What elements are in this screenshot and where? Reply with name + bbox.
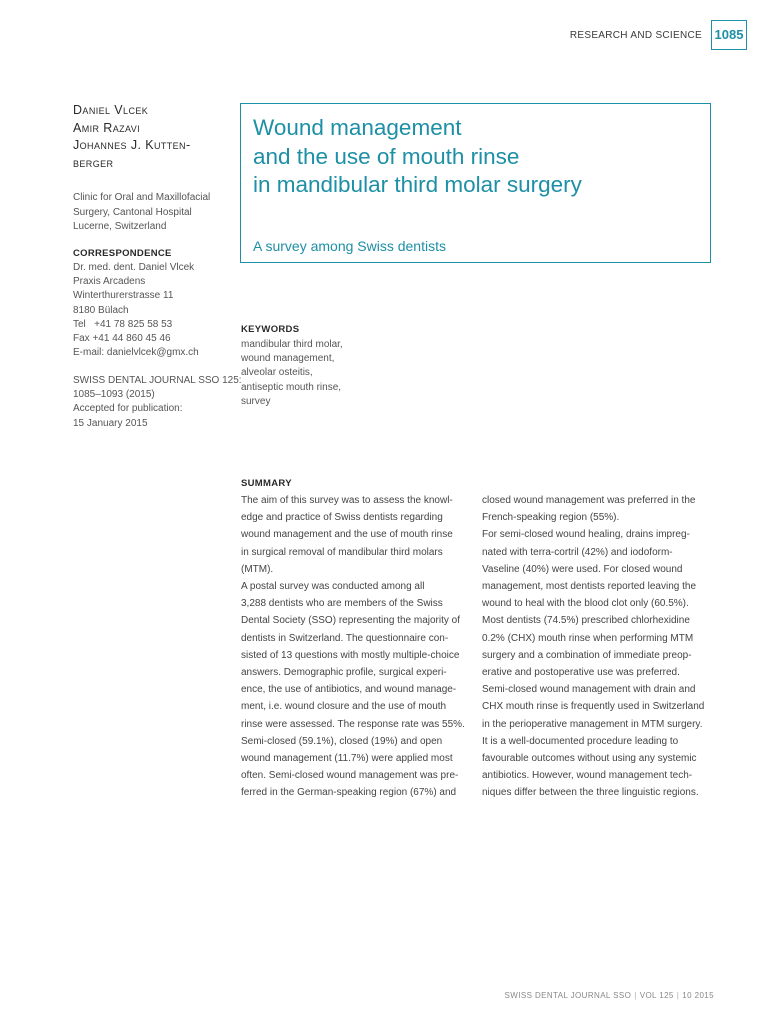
summary-line: A postal survey was conducted among all xyxy=(241,581,425,593)
correspondence-line: 8180 Bülach xyxy=(73,304,129,316)
summary-line: The aim of this survey was to assess the knowl- xyxy=(241,495,453,506)
footer-issue: 10 2015 xyxy=(682,991,714,1000)
summary-line: nated with terra-cortril (42%) and iodoform- xyxy=(482,546,673,558)
summary-line: dentists in Switzerland. The questionnaire con- xyxy=(241,632,449,644)
affiliation xyxy=(73,191,233,235)
journal-ref-line: 15 January 2015 xyxy=(73,417,148,429)
summary-line: erative and postoperative use was preferred. xyxy=(482,667,680,679)
title-line: Wound management xyxy=(253,115,462,140)
summary-column-right xyxy=(482,492,722,802)
title-line: and the use of mouth rinse xyxy=(253,143,520,169)
summary-line: Dental Society (SSO) representing the majority of xyxy=(241,615,460,627)
summary-line: For semi-closed wound healing, drains impreg- xyxy=(482,529,690,541)
keyword: alveolar osteitis, xyxy=(241,367,313,379)
correspondence-block xyxy=(73,261,233,360)
summary-line: antibiotics. However, wound management tech- xyxy=(482,770,693,782)
correspondence-fax: Fax +41 44 860 45 46 xyxy=(73,333,171,345)
footer-journal: SWISS DENTAL JOURNAL SSO xyxy=(504,991,632,1000)
summary-line: 0.2% (CHX) mouth rinse when performing MTM xyxy=(482,632,694,644)
correspondence-phone: Tel +41 78 825 58 53 xyxy=(73,318,173,330)
summary-line: Semi-closed wound management with drain and xyxy=(482,684,696,696)
author-name: Daniel Vlcek xyxy=(73,103,149,117)
article-subtitle: A survey among Swiss dentists xyxy=(253,238,446,254)
summary-line: ferred in the German-speaking region (67%) and xyxy=(241,787,457,799)
summary-line: favourable outcomes without using any systemic xyxy=(482,753,697,765)
author-name: Johannes J. Kutten- xyxy=(73,138,191,152)
summary-line: ence, the use of antibiotics, and wound manage- xyxy=(241,684,457,696)
correspondence-heading: CORRESPONDENCE xyxy=(73,248,172,259)
summary-line: niques differ between the three linguistic regions. xyxy=(482,787,699,799)
summary-line: wound management (11.7%) were applied most xyxy=(241,753,453,765)
keyword: mandibular third molar, xyxy=(241,339,343,350)
affiliation-line: Surgery, Cantonal Hospital xyxy=(73,206,192,218)
summary-line: French-speaking region (55%). xyxy=(482,512,620,524)
summary-line: ment, i.e. wound closure and the use of mouth xyxy=(241,701,447,713)
summary-line: sisted of 13 questions with mostly multiple-choice xyxy=(241,649,460,661)
author-name: Amir Razavi xyxy=(73,120,141,135)
title-box xyxy=(240,103,711,263)
summary-line: rinse were assessed. The response rate was 55%. xyxy=(241,718,465,730)
summary-line: Semi-closed (59.1%), closed (19%) and open xyxy=(241,735,443,747)
summary-line: wound to heal with the blood clot only (60.5%). xyxy=(482,598,689,610)
summary-line: closed wound management was preferred in the xyxy=(482,495,696,506)
summary-line: answers. Demographic profile, surgical experi- xyxy=(241,667,447,679)
summary-line: It is a well-documented procedure leading to xyxy=(482,735,679,747)
article-title xyxy=(253,114,703,200)
summary-line: surgery and a combination of immediate preop- xyxy=(482,649,692,661)
journal-ref-line: 1085–1093 (2015) xyxy=(73,389,155,401)
summary-line: edge and practice of Swiss dentists regarding xyxy=(241,512,443,524)
correspondence-line: Winterthurerstrasse 11 xyxy=(73,290,174,302)
correspondence-line: Dr. med. dent. Daniel Vlcek xyxy=(73,262,195,273)
summary-column-left xyxy=(241,492,481,802)
affiliation-line: Clinic for Oral and Maxillofacial xyxy=(73,192,211,203)
summary-line: in the perioperative management in MTM surgery. xyxy=(482,718,703,730)
correspondence-line: Praxis Arcadens xyxy=(73,276,146,288)
page-number: 1085 xyxy=(711,20,747,50)
summary-line: management, most dentists reported leaving the xyxy=(482,581,697,593)
page-footer: SWISS DENTAL JOURNAL SSO | VOL 125 | 10 2015 xyxy=(504,991,714,1000)
keywords-list xyxy=(241,338,441,409)
keywords-heading: KEYWORDS xyxy=(241,324,300,335)
summary-heading: SUMMARY xyxy=(241,478,292,489)
summary-line: wound management and the use of mouth rinse xyxy=(241,529,453,541)
correspondence-email[interactable]: E-mail: danielvlcek@gmx.ch xyxy=(73,347,199,359)
affiliation-line: Lucerne, Switzerland xyxy=(73,221,167,233)
summary-line: CHX mouth rinse is frequently used in Switzerland xyxy=(482,701,705,713)
summary-line: Most dentists (74.5%) prescribed chlorhexidine xyxy=(482,615,690,627)
keyword: survey xyxy=(241,395,271,407)
footer-volume: VOL 125 xyxy=(639,991,674,1000)
section-label: RESEARCH AND SCIENCE xyxy=(569,30,702,41)
keyword: wound management, xyxy=(241,353,335,365)
keyword: antiseptic mouth rinse, xyxy=(241,381,342,393)
author-name: berger xyxy=(73,155,114,170)
journal-ref-line: SWISS DENTAL JOURNAL SSO 125: xyxy=(73,375,242,386)
summary-line: in surgical removal of mandibular third molars xyxy=(241,546,443,558)
summary-line: (MTM). xyxy=(241,563,274,575)
summary-line: often. Semi-closed wound management was pre- xyxy=(241,770,459,782)
journal-reference xyxy=(73,374,242,431)
summary-line: 3,288 dentists who are members of the Swiss xyxy=(241,598,443,610)
title-line: in mandibular third molar surgery xyxy=(253,172,582,198)
author-list xyxy=(73,102,223,172)
journal-ref-line: Accepted for publication: xyxy=(73,403,183,415)
summary-line: Vaseline (40%) were used. For closed wound xyxy=(482,563,683,575)
